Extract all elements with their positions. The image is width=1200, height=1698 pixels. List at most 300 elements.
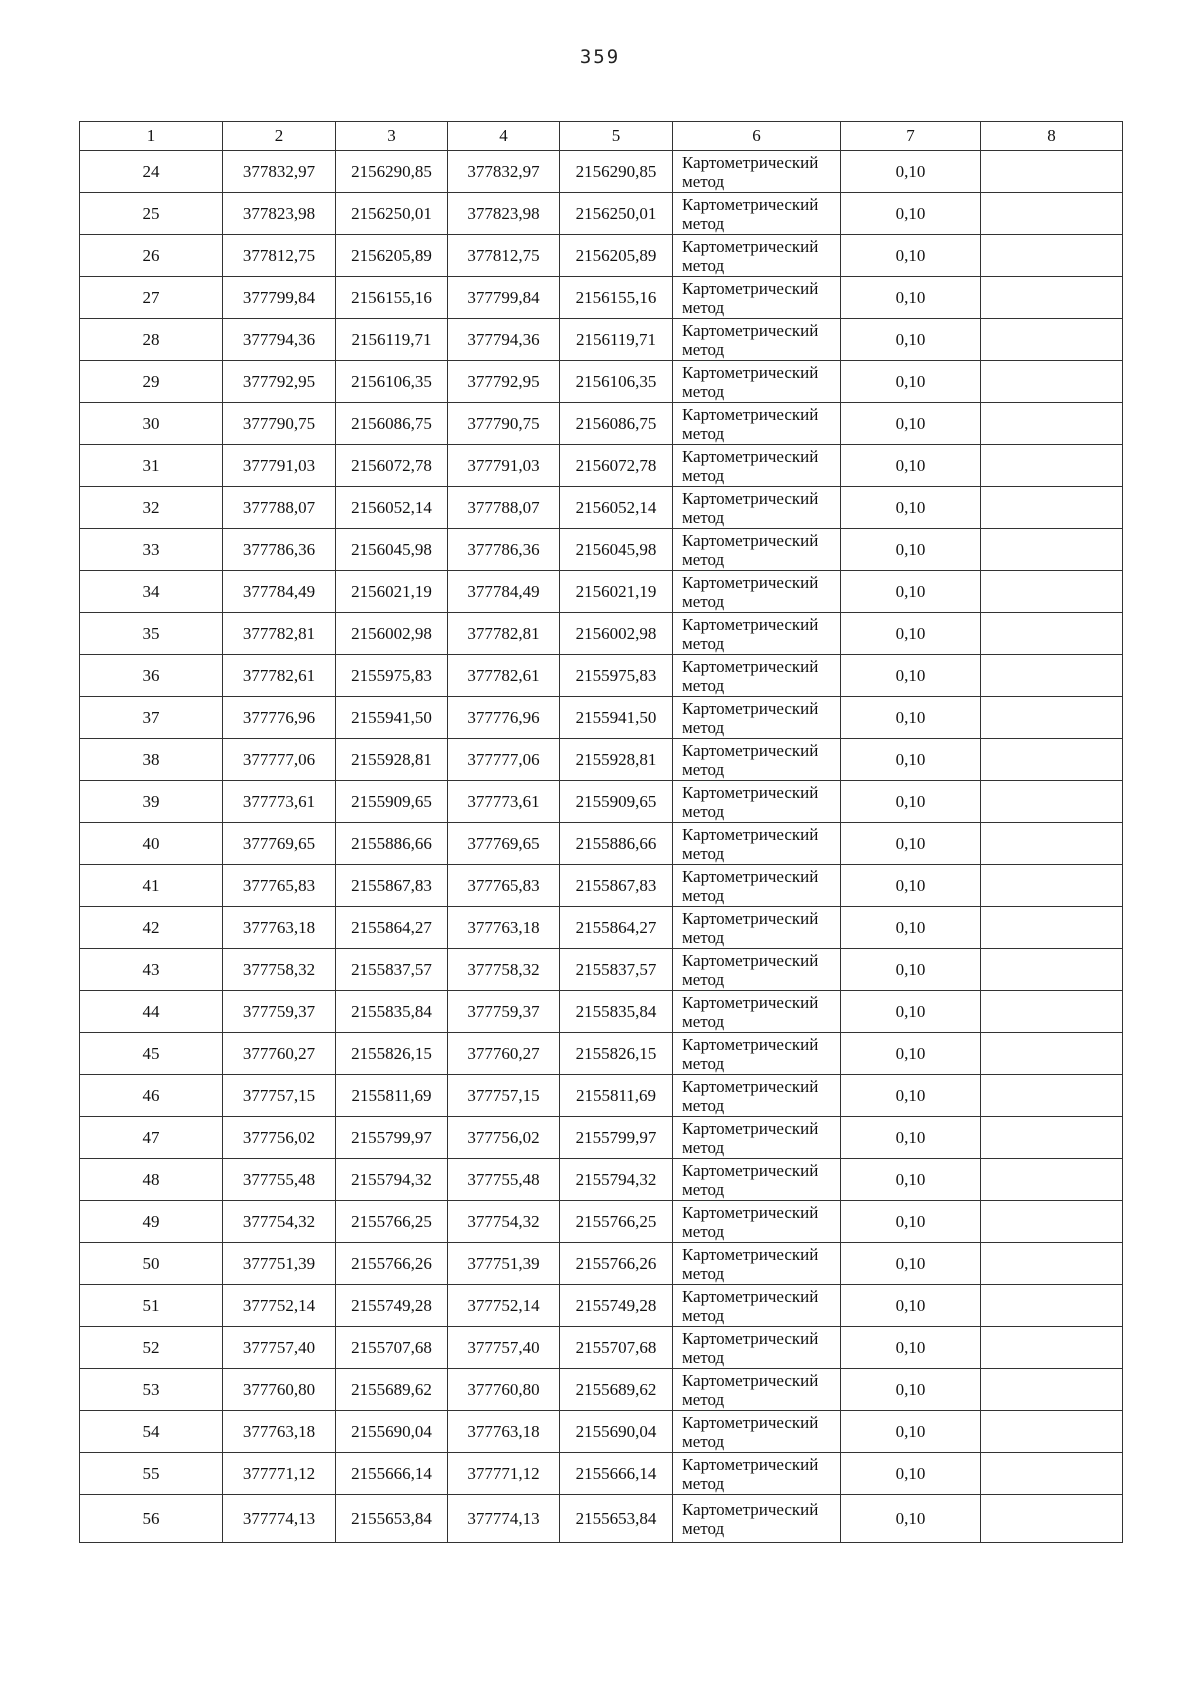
note-cell — [981, 739, 1123, 781]
x-coord-cell: 377774,13 — [223, 1495, 336, 1543]
note-cell — [981, 697, 1123, 739]
x-coord-cell: 377777,06 — [448, 739, 560, 781]
y-coord-cell: 2155864,27 — [560, 907, 673, 949]
accuracy-cell: 0,10 — [841, 1033, 981, 1075]
x-coord-cell: 377777,06 — [223, 739, 336, 781]
table-row — [80, 235, 1123, 277]
note-cell — [981, 613, 1123, 655]
method-text: Картометрический метод — [682, 656, 819, 695]
x-coord-cell: 377756,02 — [223, 1117, 336, 1159]
method-text: Картометрический метод — [682, 1244, 819, 1283]
table-row — [80, 697, 1123, 739]
y-coord-cell: 2155766,26 — [336, 1243, 448, 1285]
point-number-cell: 33 — [80, 529, 223, 571]
method-text: Картометрический метод — [682, 320, 819, 359]
method-text: Картометрический метод — [682, 446, 819, 485]
column-header: 6 — [673, 122, 841, 151]
x-coord-cell: 377757,15 — [448, 1075, 560, 1117]
table-row — [80, 361, 1123, 403]
accuracy-cell: 0,10 — [841, 907, 981, 949]
y-coord-cell: 2156119,71 — [560, 319, 673, 361]
method-text: Картометрический метод — [682, 1499, 819, 1538]
method-cell — [673, 1285, 841, 1327]
x-coord-cell: 377755,48 — [223, 1159, 336, 1201]
accuracy-cell: 0,10 — [841, 613, 981, 655]
y-coord-cell: 2156086,75 — [560, 403, 673, 445]
x-coord-cell: 377812,75 — [223, 235, 336, 277]
x-coord-cell: 377757,15 — [223, 1075, 336, 1117]
x-coord-cell: 377765,83 — [223, 865, 336, 907]
x-coord-cell: 377756,02 — [448, 1117, 560, 1159]
method-cell — [673, 823, 841, 865]
table-row — [80, 655, 1123, 697]
method-cell — [673, 1453, 841, 1495]
table-row — [80, 1411, 1123, 1453]
accuracy-cell: 0,10 — [841, 823, 981, 865]
x-coord-cell: 377765,83 — [448, 865, 560, 907]
method-cell — [673, 697, 841, 739]
method-cell — [673, 193, 841, 235]
point-number-cell: 37 — [80, 697, 223, 739]
y-coord-cell: 2156119,71 — [336, 319, 448, 361]
x-coord-cell: 377776,96 — [223, 697, 336, 739]
y-coord-cell: 2156155,16 — [336, 277, 448, 319]
y-coord-cell: 2155689,62 — [336, 1369, 448, 1411]
note-cell — [981, 991, 1123, 1033]
table-row — [80, 1285, 1123, 1327]
column-header: 8 — [981, 122, 1123, 151]
x-coord-cell: 377774,13 — [448, 1495, 560, 1543]
accuracy-cell: 0,10 — [841, 1117, 981, 1159]
table-row — [80, 991, 1123, 1033]
point-number-cell: 31 — [80, 445, 223, 487]
column-header: 7 — [841, 122, 981, 151]
method-cell — [673, 1369, 841, 1411]
x-coord-cell: 377757,40 — [448, 1327, 560, 1369]
y-coord-cell: 2155689,62 — [560, 1369, 673, 1411]
table-row — [80, 949, 1123, 991]
y-coord-cell: 2155653,84 — [560, 1495, 673, 1543]
method-text: Картометрический метод — [682, 152, 819, 191]
note-cell — [981, 823, 1123, 865]
method-text: Картометрический метод — [682, 1370, 819, 1409]
y-coord-cell: 2156021,19 — [560, 571, 673, 613]
table-row — [80, 319, 1123, 361]
accuracy-cell: 0,10 — [841, 445, 981, 487]
method-text: Картометрический метод — [682, 1412, 819, 1451]
accuracy-cell: 0,10 — [841, 529, 981, 571]
note-cell — [981, 1117, 1123, 1159]
accuracy-cell: 0,10 — [841, 865, 981, 907]
note-cell — [981, 655, 1123, 697]
point-number-cell: 30 — [80, 403, 223, 445]
method-cell — [673, 949, 841, 991]
method-text: Картометрический метод — [682, 1202, 819, 1241]
accuracy-cell: 0,10 — [841, 487, 981, 529]
y-coord-cell: 2155799,97 — [336, 1117, 448, 1159]
y-coord-cell: 2155811,69 — [560, 1075, 673, 1117]
y-coord-cell: 2156106,35 — [336, 361, 448, 403]
method-cell — [673, 1201, 841, 1243]
note-cell — [981, 1453, 1123, 1495]
accuracy-cell: 0,10 — [841, 781, 981, 823]
y-coord-cell: 2155864,27 — [336, 907, 448, 949]
method-text: Картометрический метод — [682, 362, 819, 401]
table-body — [80, 151, 1123, 1543]
method-cell — [673, 655, 841, 697]
accuracy-cell: 0,10 — [841, 991, 981, 1033]
note-cell — [981, 571, 1123, 613]
x-coord-cell: 377790,75 — [223, 403, 336, 445]
point-number-cell: 24 — [80, 151, 223, 193]
method-cell — [673, 151, 841, 193]
accuracy-cell: 0,10 — [841, 697, 981, 739]
y-coord-cell: 2155666,14 — [560, 1453, 673, 1495]
x-coord-cell: 377792,95 — [223, 361, 336, 403]
method-text: Картометрический метод — [682, 824, 819, 863]
x-coord-cell: 377782,61 — [223, 655, 336, 697]
y-coord-cell: 2156106,35 — [560, 361, 673, 403]
y-coord-cell: 2155826,15 — [560, 1033, 673, 1075]
y-coord-cell: 2156290,85 — [336, 151, 448, 193]
note-cell — [981, 1033, 1123, 1075]
x-coord-cell: 377823,98 — [448, 193, 560, 235]
note-cell — [981, 1201, 1123, 1243]
table-row — [80, 193, 1123, 235]
x-coord-cell: 377794,36 — [223, 319, 336, 361]
x-coord-cell: 377752,14 — [448, 1285, 560, 1327]
accuracy-cell: 0,10 — [841, 1411, 981, 1453]
point-number-cell: 36 — [80, 655, 223, 697]
x-coord-cell: 377776,96 — [448, 697, 560, 739]
table-row — [80, 1201, 1123, 1243]
method-cell — [673, 613, 841, 655]
x-coord-cell: 377812,75 — [448, 235, 560, 277]
x-coord-cell: 377782,61 — [448, 655, 560, 697]
x-coord-cell: 377760,80 — [448, 1369, 560, 1411]
method-text: Картометрический метод — [682, 908, 819, 947]
method-text: Картометрический метод — [682, 740, 819, 779]
note-cell — [981, 361, 1123, 403]
method-cell — [673, 1117, 841, 1159]
point-number-cell: 26 — [80, 235, 223, 277]
table-row — [80, 739, 1123, 781]
accuracy-cell: 0,10 — [841, 403, 981, 445]
table-row — [80, 823, 1123, 865]
table-row — [80, 445, 1123, 487]
accuracy-cell: 0,10 — [841, 1285, 981, 1327]
note-cell — [981, 235, 1123, 277]
x-coord-cell: 377754,32 — [223, 1201, 336, 1243]
x-coord-cell: 377784,49 — [448, 571, 560, 613]
method-cell — [673, 403, 841, 445]
y-coord-cell: 2155835,84 — [336, 991, 448, 1033]
note-cell — [981, 1159, 1123, 1201]
x-coord-cell: 377751,39 — [448, 1243, 560, 1285]
method-text: Картометрический метод — [682, 278, 819, 317]
method-cell — [673, 907, 841, 949]
point-number-cell: 41 — [80, 865, 223, 907]
note-cell — [981, 151, 1123, 193]
point-number-cell: 49 — [80, 1201, 223, 1243]
note-cell — [981, 1411, 1123, 1453]
method-text: Картометрический метод — [682, 1160, 819, 1199]
y-coord-cell: 2155766,25 — [560, 1201, 673, 1243]
y-coord-cell: 2156205,89 — [560, 235, 673, 277]
column-header: 3 — [336, 122, 448, 151]
point-number-cell: 27 — [80, 277, 223, 319]
x-coord-cell: 377784,49 — [223, 571, 336, 613]
x-coord-cell: 377823,98 — [223, 193, 336, 235]
y-coord-cell: 2156002,98 — [560, 613, 673, 655]
point-number-cell: 48 — [80, 1159, 223, 1201]
x-coord-cell: 377788,07 — [448, 487, 560, 529]
x-coord-cell: 377751,39 — [223, 1243, 336, 1285]
y-coord-cell: 2155928,81 — [560, 739, 673, 781]
y-coord-cell: 2155941,50 — [560, 697, 673, 739]
point-number-cell: 25 — [80, 193, 223, 235]
method-cell — [673, 361, 841, 403]
accuracy-cell: 0,10 — [841, 1075, 981, 1117]
method-cell — [673, 1033, 841, 1075]
x-coord-cell: 377760,27 — [448, 1033, 560, 1075]
accuracy-cell: 0,10 — [841, 319, 981, 361]
method-cell — [673, 1327, 841, 1369]
accuracy-cell: 0,10 — [841, 277, 981, 319]
y-coord-cell: 2155707,68 — [336, 1327, 448, 1369]
y-coord-cell: 2156155,16 — [560, 277, 673, 319]
table-row — [80, 1369, 1123, 1411]
x-coord-cell: 377786,36 — [448, 529, 560, 571]
method-text: Картометрический метод — [682, 950, 819, 989]
table-row — [80, 1243, 1123, 1285]
point-number-cell: 54 — [80, 1411, 223, 1453]
x-coord-cell: 377782,81 — [448, 613, 560, 655]
note-cell — [981, 907, 1123, 949]
note-cell — [981, 1369, 1123, 1411]
page-number: 359 — [579, 46, 621, 68]
x-coord-cell: 377763,18 — [448, 1411, 560, 1453]
table-row — [80, 865, 1123, 907]
coordinates-table — [79, 121, 1123, 1543]
y-coord-cell: 2155867,83 — [560, 865, 673, 907]
column-header: 2 — [223, 122, 336, 151]
method-cell — [673, 445, 841, 487]
method-cell — [673, 865, 841, 907]
method-text: Картометрический метод — [682, 404, 819, 443]
note-cell — [981, 487, 1123, 529]
y-coord-cell: 2155766,25 — [336, 1201, 448, 1243]
y-coord-cell: 2155975,83 — [336, 655, 448, 697]
x-coord-cell: 377758,32 — [448, 949, 560, 991]
method-cell — [673, 1075, 841, 1117]
method-text: Картометрический метод — [682, 1118, 819, 1157]
y-coord-cell: 2155690,04 — [560, 1411, 673, 1453]
accuracy-cell: 0,10 — [841, 571, 981, 613]
y-coord-cell: 2156086,75 — [336, 403, 448, 445]
method-text: Картометрический метод — [682, 782, 819, 821]
y-coord-cell: 2155811,69 — [336, 1075, 448, 1117]
x-coord-cell: 377752,14 — [223, 1285, 336, 1327]
point-number-cell: 32 — [80, 487, 223, 529]
x-coord-cell: 377759,37 — [448, 991, 560, 1033]
point-number-cell: 42 — [80, 907, 223, 949]
y-coord-cell: 2156250,01 — [560, 193, 673, 235]
y-coord-cell: 2156045,98 — [336, 529, 448, 571]
accuracy-cell: 0,10 — [841, 949, 981, 991]
x-coord-cell: 377773,61 — [448, 781, 560, 823]
table-row — [80, 571, 1123, 613]
x-coord-cell: 377755,48 — [448, 1159, 560, 1201]
method-text: Картометрический метод — [682, 530, 819, 569]
x-coord-cell: 377760,27 — [223, 1033, 336, 1075]
column-header: 4 — [448, 122, 560, 151]
method-text: Картометрический метод — [682, 614, 819, 653]
x-coord-cell: 377799,84 — [223, 277, 336, 319]
x-coord-cell: 377763,18 — [223, 907, 336, 949]
table-row — [80, 487, 1123, 529]
x-coord-cell: 377763,18 — [223, 1411, 336, 1453]
method-cell — [673, 781, 841, 823]
method-text: Картометрический метод — [682, 488, 819, 527]
point-number-cell: 44 — [80, 991, 223, 1033]
method-text: Картометрический метод — [682, 1328, 819, 1367]
x-coord-cell: 377763,18 — [448, 907, 560, 949]
point-number-cell: 28 — [80, 319, 223, 361]
method-cell — [673, 487, 841, 529]
method-text: Картометрический метод — [682, 866, 819, 905]
method-text: Картометрический метод — [682, 1454, 819, 1493]
table-row — [80, 1033, 1123, 1075]
x-coord-cell: 377832,97 — [448, 151, 560, 193]
note-cell — [981, 529, 1123, 571]
method-cell — [673, 1159, 841, 1201]
y-coord-cell: 2155653,84 — [336, 1495, 448, 1543]
y-coord-cell: 2156021,19 — [336, 571, 448, 613]
x-coord-cell: 377791,03 — [223, 445, 336, 487]
y-coord-cell: 2155909,65 — [560, 781, 673, 823]
x-coord-cell: 377758,32 — [223, 949, 336, 991]
method-cell — [673, 235, 841, 277]
y-coord-cell: 2156002,98 — [336, 613, 448, 655]
method-text: Картометрический метод — [682, 1286, 819, 1325]
accuracy-cell: 0,10 — [841, 1369, 981, 1411]
accuracy-cell: 0,10 — [841, 1327, 981, 1369]
table-row — [80, 1327, 1123, 1369]
y-coord-cell: 2155794,32 — [336, 1159, 448, 1201]
method-cell — [673, 319, 841, 361]
note-cell — [981, 1495, 1123, 1543]
y-coord-cell: 2155707,68 — [560, 1327, 673, 1369]
point-number-cell: 39 — [80, 781, 223, 823]
y-coord-cell: 2156290,85 — [560, 151, 673, 193]
method-cell — [673, 571, 841, 613]
point-number-cell: 35 — [80, 613, 223, 655]
x-coord-cell: 377788,07 — [223, 487, 336, 529]
x-coord-cell: 377832,97 — [223, 151, 336, 193]
note-cell — [981, 1075, 1123, 1117]
accuracy-cell: 0,10 — [841, 1159, 981, 1201]
accuracy-cell: 0,10 — [841, 151, 981, 193]
y-coord-cell: 2155837,57 — [560, 949, 673, 991]
note-cell — [981, 865, 1123, 907]
table-row — [80, 613, 1123, 655]
note-cell — [981, 1243, 1123, 1285]
x-coord-cell: 377769,65 — [448, 823, 560, 865]
y-coord-cell: 2156052,14 — [336, 487, 448, 529]
note-cell — [981, 1327, 1123, 1369]
table-row — [80, 1453, 1123, 1495]
method-text: Картометрический метод — [682, 1034, 819, 1073]
accuracy-cell: 0,10 — [841, 1495, 981, 1543]
point-number-cell: 34 — [80, 571, 223, 613]
method-text: Картометрический метод — [682, 698, 819, 737]
x-coord-cell: 377799,84 — [448, 277, 560, 319]
note-cell — [981, 781, 1123, 823]
y-coord-cell: 2156045,98 — [560, 529, 673, 571]
accuracy-cell: 0,10 — [841, 1243, 981, 1285]
point-number-cell: 38 — [80, 739, 223, 781]
x-coord-cell: 377791,03 — [448, 445, 560, 487]
x-coord-cell: 377794,36 — [448, 319, 560, 361]
method-cell — [673, 1411, 841, 1453]
header-row — [80, 122, 1123, 151]
point-number-cell: 47 — [80, 1117, 223, 1159]
point-number-cell: 56 — [80, 1495, 223, 1543]
method-text: Картометрический метод — [682, 194, 819, 233]
y-coord-cell: 2155766,26 — [560, 1243, 673, 1285]
x-coord-cell: 377790,75 — [448, 403, 560, 445]
table-row — [80, 1075, 1123, 1117]
y-coord-cell: 2155886,66 — [560, 823, 673, 865]
y-coord-cell: 2155867,83 — [336, 865, 448, 907]
point-number-cell: 50 — [80, 1243, 223, 1285]
y-coord-cell: 2156250,01 — [336, 193, 448, 235]
table-row — [80, 907, 1123, 949]
x-coord-cell: 377773,61 — [223, 781, 336, 823]
y-coord-cell: 2155826,15 — [336, 1033, 448, 1075]
y-coord-cell: 2155666,14 — [336, 1453, 448, 1495]
accuracy-cell: 0,10 — [841, 235, 981, 277]
y-coord-cell: 2155928,81 — [336, 739, 448, 781]
y-coord-cell: 2155941,50 — [336, 697, 448, 739]
y-coord-cell: 2155799,97 — [560, 1117, 673, 1159]
y-coord-cell: 2156205,89 — [336, 235, 448, 277]
y-coord-cell: 2155749,28 — [336, 1285, 448, 1327]
x-coord-cell: 377760,80 — [223, 1369, 336, 1411]
point-number-cell: 53 — [80, 1369, 223, 1411]
method-text: Картометрический метод — [682, 236, 819, 275]
column-header: 5 — [560, 122, 673, 151]
point-number-cell: 51 — [80, 1285, 223, 1327]
table-row — [80, 781, 1123, 823]
column-header: 1 — [80, 122, 223, 151]
method-text: Картометрический метод — [682, 572, 819, 611]
table-row — [80, 1117, 1123, 1159]
table-row — [80, 1495, 1123, 1543]
y-coord-cell: 2156072,78 — [336, 445, 448, 487]
note-cell — [981, 277, 1123, 319]
accuracy-cell: 0,10 — [841, 361, 981, 403]
method-cell — [673, 991, 841, 1033]
table-row — [80, 403, 1123, 445]
y-coord-cell: 2156052,14 — [560, 487, 673, 529]
point-number-cell: 46 — [80, 1075, 223, 1117]
y-coord-cell: 2155909,65 — [336, 781, 448, 823]
y-coord-cell: 2156072,78 — [560, 445, 673, 487]
note-cell — [981, 1285, 1123, 1327]
method-cell — [673, 1495, 841, 1543]
